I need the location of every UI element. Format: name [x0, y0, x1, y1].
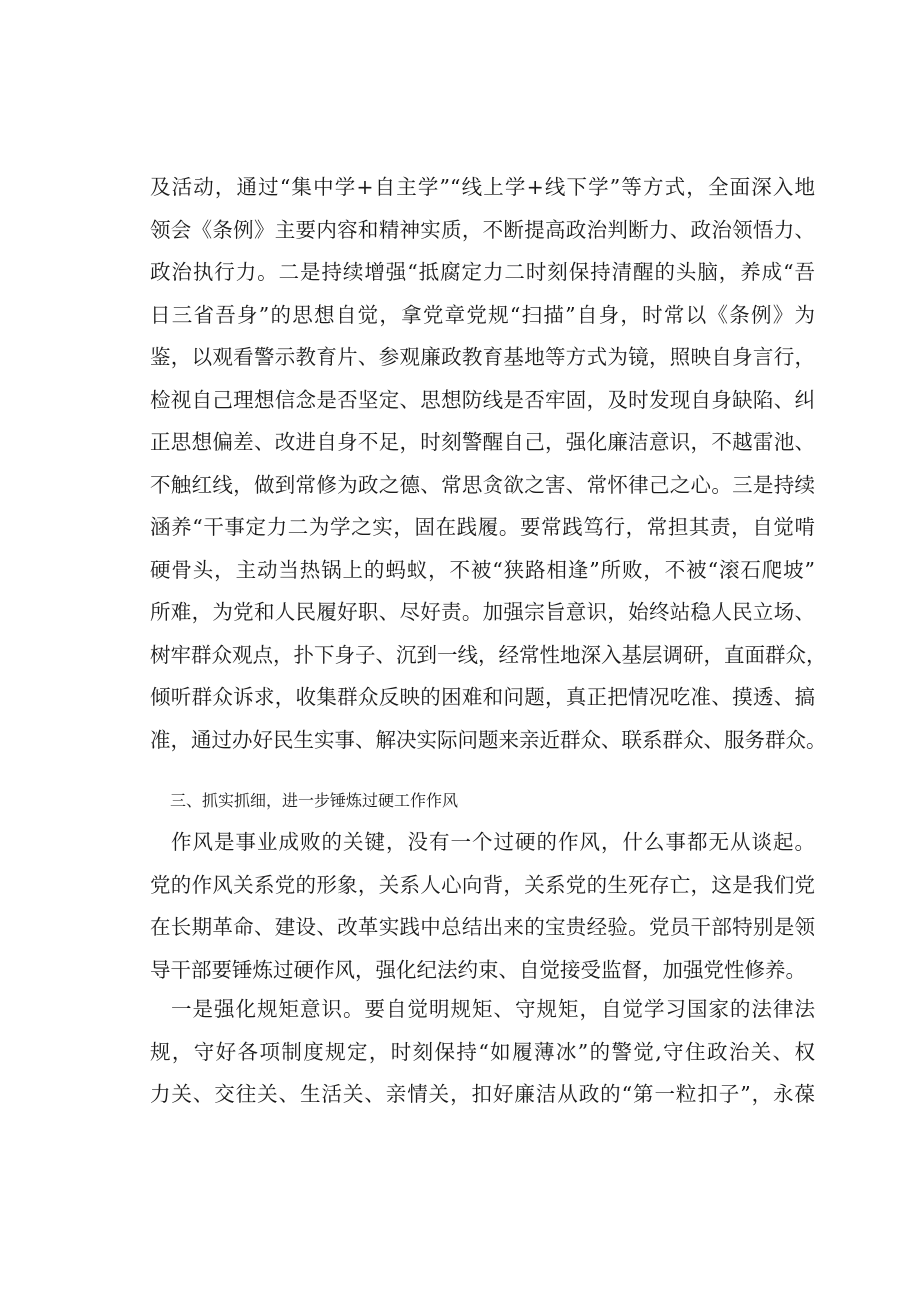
- text-line: 一是强化规矩意识。要自觉明规矩、守规矩，自觉学习国家的法律法: [171, 997, 815, 1021]
- text-line: 在长期革命、建设、改革实践中总结出来的宝贵经验。党员干部特别是领: [150, 915, 815, 939]
- text-line: 硬骨头，主动当热锅上的蚂蚁，不被“狭路相逢”所败，不被“滚石爬坡”: [150, 557, 815, 582]
- text-line: 作风是事业成败的关键，没有一个过硬的作风，什么事都无从谈起。: [171, 830, 815, 854]
- paragraph-2: [150, 821, 815, 991]
- text-line: 倾听群众诉求，收集群众反映的困难和问题，真正把情况吃准、摸透、搞: [150, 685, 815, 709]
- text-line: 正思想偏差、改进自身不足，时刻警醒自己，强化廉洁意识，不越雷池、: [150, 430, 815, 454]
- text-line: 树牢群众观点，扑下身子、沉到一线，经常性地深入基层调研，直面群众，: [150, 642, 827, 667]
- text-line: 准，通过办好民生实事、解决实际问题来亲近群众、联系群众、服务群众。: [150, 727, 827, 752]
- text-line: 及活动，通过“集中学+自主学”“线上学+线下学”等方式，全面深入地: [150, 175, 815, 199]
- text-line: 规，守好各项制度规定，时刻保持“如履薄冰”的警觉,守住政治关、权: [150, 1039, 815, 1064]
- paragraph-3: [150, 988, 815, 1116]
- text-line: 检视自己理想信念是否坚定、思想防线是否牢固，及时发现自身缺陷、纠: [150, 387, 815, 412]
- text-line: 党的作风关系党的形象，关系人心向背，关系党的生死存亡，这是我们党: [150, 872, 815, 897]
- paragraph-1: [150, 166, 827, 761]
- text-line: 所难，为党和人民履好职、尽好责。加强宗旨意识，始终站稳人民立场、: [150, 600, 815, 624]
- text-line: 力关、交往关、生活关、亲情关，扣好廉洁从政的“第一粒扣子”，永葆: [150, 1082, 815, 1106]
- text-line: 涵养“干事定力二为学之实，固在践履。要常践笃行，常担其责，自觉啃: [150, 515, 815, 539]
- text-line: 不触红线，做到常修为政之德、常思贪欲之害、常怀律己之心。三是持续: [150, 472, 815, 497]
- text-line: 导干部要锤炼过硬作风，强化纪法约束、自觉接受监督，加强党性修养。: [150, 957, 806, 982]
- text-line: 日三省吾身”的思想自觉，拿党章党规“扫描”自身，时常以《条例》为: [150, 302, 815, 327]
- text-line: 政治执行力。二是持续增强“抵腐定力二时刻保持清醒的头脑，养成“吾: [150, 260, 815, 284]
- text-line: 鉴，以观看警示教育片、参观廉政教育基地等方式为镜，照映自身言行，: [150, 345, 815, 369]
- text-line: 领会《条例》主要内容和精神实质，不断提高政治判断力、政治领悟力、: [150, 217, 815, 242]
- section-3-heading: 三、抓实抓细，进一步锤炼过硬工作作风: [170, 791, 459, 810]
